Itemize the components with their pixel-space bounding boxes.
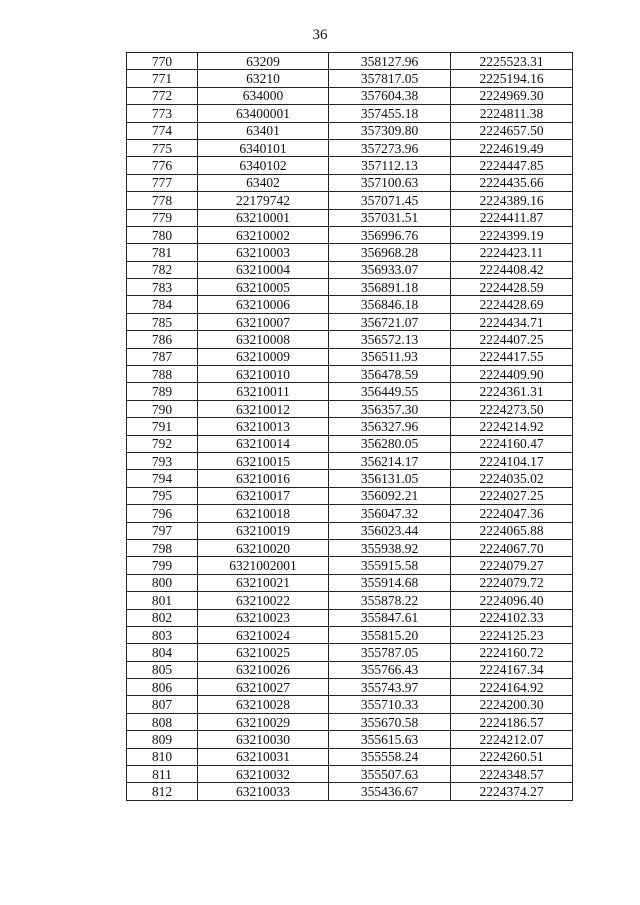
- page-number: 36: [312, 27, 328, 43]
- point-id-cell: 63210025: [198, 644, 329, 661]
- x-coordinate-cell: 356996.76: [329, 226, 451, 243]
- x-coordinate-cell: 358127.96: [329, 53, 451, 70]
- point-id-cell: 63210003: [198, 244, 329, 261]
- point-id-cell: 63210004: [198, 261, 329, 278]
- table-row: [127, 400, 573, 417]
- point-index-cell: 785: [127, 313, 198, 330]
- point-id-cell: 63210005: [198, 279, 329, 296]
- table-row: [127, 452, 573, 469]
- y-coordinate-cell: 2224186.57: [451, 713, 573, 730]
- y-coordinate-cell: 2224079.27: [451, 557, 573, 574]
- point-index-cell: 799: [127, 557, 198, 574]
- x-coordinate-cell: 356131.05: [329, 470, 451, 487]
- table-row: [127, 366, 573, 383]
- table-row: [127, 261, 573, 278]
- point-index-cell: 804: [127, 644, 198, 661]
- y-coordinate-cell: 2224260.51: [451, 748, 573, 765]
- x-coordinate-cell: 355507.63: [329, 766, 451, 783]
- table-row: [127, 522, 573, 539]
- point-id-cell: 63210: [198, 70, 329, 87]
- point-id-cell: 63210001: [198, 209, 329, 226]
- point-id-cell: 63210024: [198, 626, 329, 643]
- x-coordinate-cell: 355787.05: [329, 644, 451, 661]
- point-id-cell: 6340102: [198, 157, 329, 174]
- point-id-cell: 63210002: [198, 226, 329, 243]
- x-coordinate-cell: 355558.24: [329, 748, 451, 765]
- x-coordinate-cell: 355710.33: [329, 696, 451, 713]
- point-index-cell: 772: [127, 87, 198, 104]
- x-coordinate-cell: 357031.51: [329, 209, 451, 226]
- point-index-cell: 786: [127, 331, 198, 348]
- table-row: [127, 487, 573, 504]
- point-id-cell: 63210010: [198, 366, 329, 383]
- point-id-cell: 63402: [198, 174, 329, 191]
- table-row: [127, 174, 573, 191]
- x-coordinate-cell: 356357.30: [329, 400, 451, 417]
- x-coordinate-cell: 357112.13: [329, 157, 451, 174]
- x-coordinate-cell: 356478.59: [329, 366, 451, 383]
- point-index-cell: 773: [127, 105, 198, 122]
- y-coordinate-cell: 2224027.25: [451, 487, 573, 504]
- x-coordinate-cell: 356721.07: [329, 313, 451, 330]
- point-index-cell: 788: [127, 366, 198, 383]
- point-id-cell: 63210033: [198, 783, 329, 800]
- table-row: [127, 313, 573, 330]
- point-index-cell: 779: [127, 209, 198, 226]
- table-row: [127, 192, 573, 209]
- x-coordinate-cell: 357604.38: [329, 87, 451, 104]
- x-coordinate-cell: 356092.21: [329, 487, 451, 504]
- table-row: [127, 87, 573, 104]
- point-index-cell: 796: [127, 505, 198, 522]
- y-coordinate-cell: 2224160.72: [451, 644, 573, 661]
- x-coordinate-cell: 355847.61: [329, 609, 451, 626]
- x-coordinate-cell: 356449.55: [329, 383, 451, 400]
- point-index-cell: 791: [127, 418, 198, 435]
- y-coordinate-cell: 2224125.23: [451, 626, 573, 643]
- point-id-cell: 6340101: [198, 139, 329, 156]
- point-id-cell: 63210019: [198, 522, 329, 539]
- table-row: [127, 609, 573, 626]
- table-row: [127, 644, 573, 661]
- y-coordinate-cell: 2224212.07: [451, 731, 573, 748]
- table-row: [127, 157, 573, 174]
- table-row: [127, 418, 573, 435]
- y-coordinate-cell: 2224428.59: [451, 279, 573, 296]
- point-id-cell: 63210031: [198, 748, 329, 765]
- point-index-cell: 777: [127, 174, 198, 191]
- point-index-cell: 806: [127, 679, 198, 696]
- table-row: [127, 783, 573, 800]
- table-row: [127, 713, 573, 730]
- y-coordinate-cell: 2224167.34: [451, 661, 573, 678]
- y-coordinate-cell: 2224389.16: [451, 192, 573, 209]
- point-index-cell: 812: [127, 783, 198, 800]
- y-coordinate-cell: 2224374.27: [451, 783, 573, 800]
- point-id-cell: 63210013: [198, 418, 329, 435]
- x-coordinate-cell: 356968.28: [329, 244, 451, 261]
- x-coordinate-cell: 357071.45: [329, 192, 451, 209]
- x-coordinate-cell: 356933.07: [329, 261, 451, 278]
- point-index-cell: 770: [127, 53, 198, 70]
- table-row: [127, 348, 573, 365]
- coordinates-table: [126, 52, 573, 801]
- point-index-cell: 795: [127, 487, 198, 504]
- point-index-cell: 787: [127, 348, 198, 365]
- point-index-cell: 803: [127, 626, 198, 643]
- point-id-cell: 63210028: [198, 696, 329, 713]
- table-row: [127, 696, 573, 713]
- y-coordinate-cell: 2224399.19: [451, 226, 573, 243]
- point-index-cell: 811: [127, 766, 198, 783]
- y-coordinate-cell: 2224417.55: [451, 348, 573, 365]
- table-row: [127, 244, 573, 261]
- point-id-cell: 63210017: [198, 487, 329, 504]
- point-id-cell: 63210007: [198, 313, 329, 330]
- point-id-cell: 63210020: [198, 539, 329, 556]
- point-id-cell: 63401: [198, 122, 329, 139]
- x-coordinate-cell: 356214.17: [329, 452, 451, 469]
- point-index-cell: 810: [127, 748, 198, 765]
- point-id-cell: 63210015: [198, 452, 329, 469]
- point-id-cell: 63210018: [198, 505, 329, 522]
- point-index-cell: 807: [127, 696, 198, 713]
- point-id-cell: 63210032: [198, 766, 329, 783]
- point-index-cell: 808: [127, 713, 198, 730]
- y-coordinate-cell: 2224423.11: [451, 244, 573, 261]
- table-row: [127, 626, 573, 643]
- table-row: [127, 470, 573, 487]
- table-row: [127, 209, 573, 226]
- x-coordinate-cell: 355436.67: [329, 783, 451, 800]
- x-coordinate-cell: 356023.44: [329, 522, 451, 539]
- point-index-cell: 800: [127, 574, 198, 591]
- x-coordinate-cell: 356511.93: [329, 348, 451, 365]
- table-row: [127, 383, 573, 400]
- y-coordinate-cell: 2224811.38: [451, 105, 573, 122]
- point-id-cell: 63210006: [198, 296, 329, 313]
- point-index-cell: 809: [127, 731, 198, 748]
- point-id-cell: 22179742: [198, 192, 329, 209]
- point-id-cell: 63209: [198, 53, 329, 70]
- table-row: [127, 435, 573, 452]
- x-coordinate-cell: 355615.63: [329, 731, 451, 748]
- point-index-cell: 782: [127, 261, 198, 278]
- table-row: [127, 122, 573, 139]
- x-coordinate-cell: 355766.43: [329, 661, 451, 678]
- point-id-cell: 63210021: [198, 574, 329, 591]
- point-index-cell: 798: [127, 539, 198, 556]
- point-id-cell: 63210009: [198, 348, 329, 365]
- x-coordinate-cell: 356572.13: [329, 331, 451, 348]
- table-row: [127, 574, 573, 591]
- point-id-cell: 634000: [198, 87, 329, 104]
- y-coordinate-cell: 2224348.57: [451, 766, 573, 783]
- y-coordinate-cell: 2224411.87: [451, 209, 573, 226]
- point-index-cell: 792: [127, 435, 198, 452]
- x-coordinate-cell: 355743.97: [329, 679, 451, 696]
- x-coordinate-cell: 355915.58: [329, 557, 451, 574]
- y-coordinate-cell: 2224408.42: [451, 261, 573, 278]
- y-coordinate-cell: 2224214.92: [451, 418, 573, 435]
- x-coordinate-cell: 356891.18: [329, 279, 451, 296]
- point-id-cell: 63210011: [198, 383, 329, 400]
- point-id-cell: 63210022: [198, 592, 329, 609]
- point-index-cell: 776: [127, 157, 198, 174]
- y-coordinate-cell: 2224079.72: [451, 574, 573, 591]
- x-coordinate-cell: 357817.05: [329, 70, 451, 87]
- point-id-cell: 63210026: [198, 661, 329, 678]
- x-coordinate-cell: 355914.68: [329, 574, 451, 591]
- point-index-cell: 783: [127, 279, 198, 296]
- point-id-cell: 63210023: [198, 609, 329, 626]
- point-index-cell: 793: [127, 452, 198, 469]
- point-index-cell: 801: [127, 592, 198, 609]
- point-index-cell: 794: [127, 470, 198, 487]
- point-id-cell: 6321002001: [198, 557, 329, 574]
- point-index-cell: 774: [127, 122, 198, 139]
- table-row: [127, 661, 573, 678]
- y-coordinate-cell: 2224435.66: [451, 174, 573, 191]
- x-coordinate-cell: 356047.32: [329, 505, 451, 522]
- y-coordinate-cell: 2224407.25: [451, 331, 573, 348]
- y-coordinate-cell: 2224434.71: [451, 313, 573, 330]
- table-row: [127, 505, 573, 522]
- x-coordinate-cell: 356846.18: [329, 296, 451, 313]
- point-index-cell: 775: [127, 139, 198, 156]
- y-coordinate-cell: 2225523.31: [451, 53, 573, 70]
- y-coordinate-cell: 2224065.88: [451, 522, 573, 539]
- x-coordinate-cell: 356327.96: [329, 418, 451, 435]
- point-index-cell: 784: [127, 296, 198, 313]
- point-index-cell: 797: [127, 522, 198, 539]
- point-id-cell: 63210012: [198, 400, 329, 417]
- x-coordinate-cell: 356280.05: [329, 435, 451, 452]
- x-coordinate-cell: 355815.20: [329, 626, 451, 643]
- y-coordinate-cell: 2224047.36: [451, 505, 573, 522]
- table-row: [127, 748, 573, 765]
- table-row: [127, 279, 573, 296]
- table-row: [127, 592, 573, 609]
- point-index-cell: 790: [127, 400, 198, 417]
- table-row: [127, 296, 573, 313]
- y-coordinate-cell: 2224067.70: [451, 539, 573, 556]
- point-index-cell: 781: [127, 244, 198, 261]
- table-row: [127, 539, 573, 556]
- y-coordinate-cell: 2224447.85: [451, 157, 573, 174]
- coordinates-table-body: [127, 53, 573, 801]
- point-id-cell: 63210016: [198, 470, 329, 487]
- x-coordinate-cell: 357100.63: [329, 174, 451, 191]
- table-row: [127, 331, 573, 348]
- y-coordinate-cell: 2224969.30: [451, 87, 573, 104]
- y-coordinate-cell: 2224104.17: [451, 452, 573, 469]
- y-coordinate-cell: 2224361.31: [451, 383, 573, 400]
- table-row: [127, 679, 573, 696]
- point-id-cell: 63210030: [198, 731, 329, 748]
- y-coordinate-cell: 2224657.50: [451, 122, 573, 139]
- x-coordinate-cell: 355878.22: [329, 592, 451, 609]
- point-index-cell: 780: [127, 226, 198, 243]
- y-coordinate-cell: 2224160.47: [451, 435, 573, 452]
- table-row: [127, 105, 573, 122]
- point-id-cell: 63210014: [198, 435, 329, 452]
- x-coordinate-cell: 355938.92: [329, 539, 451, 556]
- y-coordinate-cell: 2225194.16: [451, 70, 573, 87]
- point-index-cell: 789: [127, 383, 198, 400]
- x-coordinate-cell: 355670.58: [329, 713, 451, 730]
- y-coordinate-cell: 2224096.40: [451, 592, 573, 609]
- y-coordinate-cell: 2224164.92: [451, 679, 573, 696]
- point-id-cell: 63210029: [198, 713, 329, 730]
- y-coordinate-cell: 2224619.49: [451, 139, 573, 156]
- y-coordinate-cell: 2224200.30: [451, 696, 573, 713]
- point-index-cell: 778: [127, 192, 198, 209]
- table-row: [127, 53, 573, 70]
- x-coordinate-cell: 357309.80: [329, 122, 451, 139]
- point-index-cell: 802: [127, 609, 198, 626]
- point-id-cell: 63400001: [198, 105, 329, 122]
- table-row: [127, 139, 573, 156]
- table-row: [127, 731, 573, 748]
- point-id-cell: 63210008: [198, 331, 329, 348]
- table-row: [127, 70, 573, 87]
- point-id-cell: 63210027: [198, 679, 329, 696]
- table-row: [127, 557, 573, 574]
- y-coordinate-cell: 2224428.69: [451, 296, 573, 313]
- table-row: [127, 226, 573, 243]
- y-coordinate-cell: 2224273.50: [451, 400, 573, 417]
- point-index-cell: 771: [127, 70, 198, 87]
- y-coordinate-cell: 2224102.33: [451, 609, 573, 626]
- x-coordinate-cell: 357455.18: [329, 105, 451, 122]
- y-coordinate-cell: 2224035.02: [451, 470, 573, 487]
- point-index-cell: 805: [127, 661, 198, 678]
- x-coordinate-cell: 357273.96: [329, 139, 451, 156]
- y-coordinate-cell: 2224409.90: [451, 366, 573, 383]
- table-row: [127, 766, 573, 783]
